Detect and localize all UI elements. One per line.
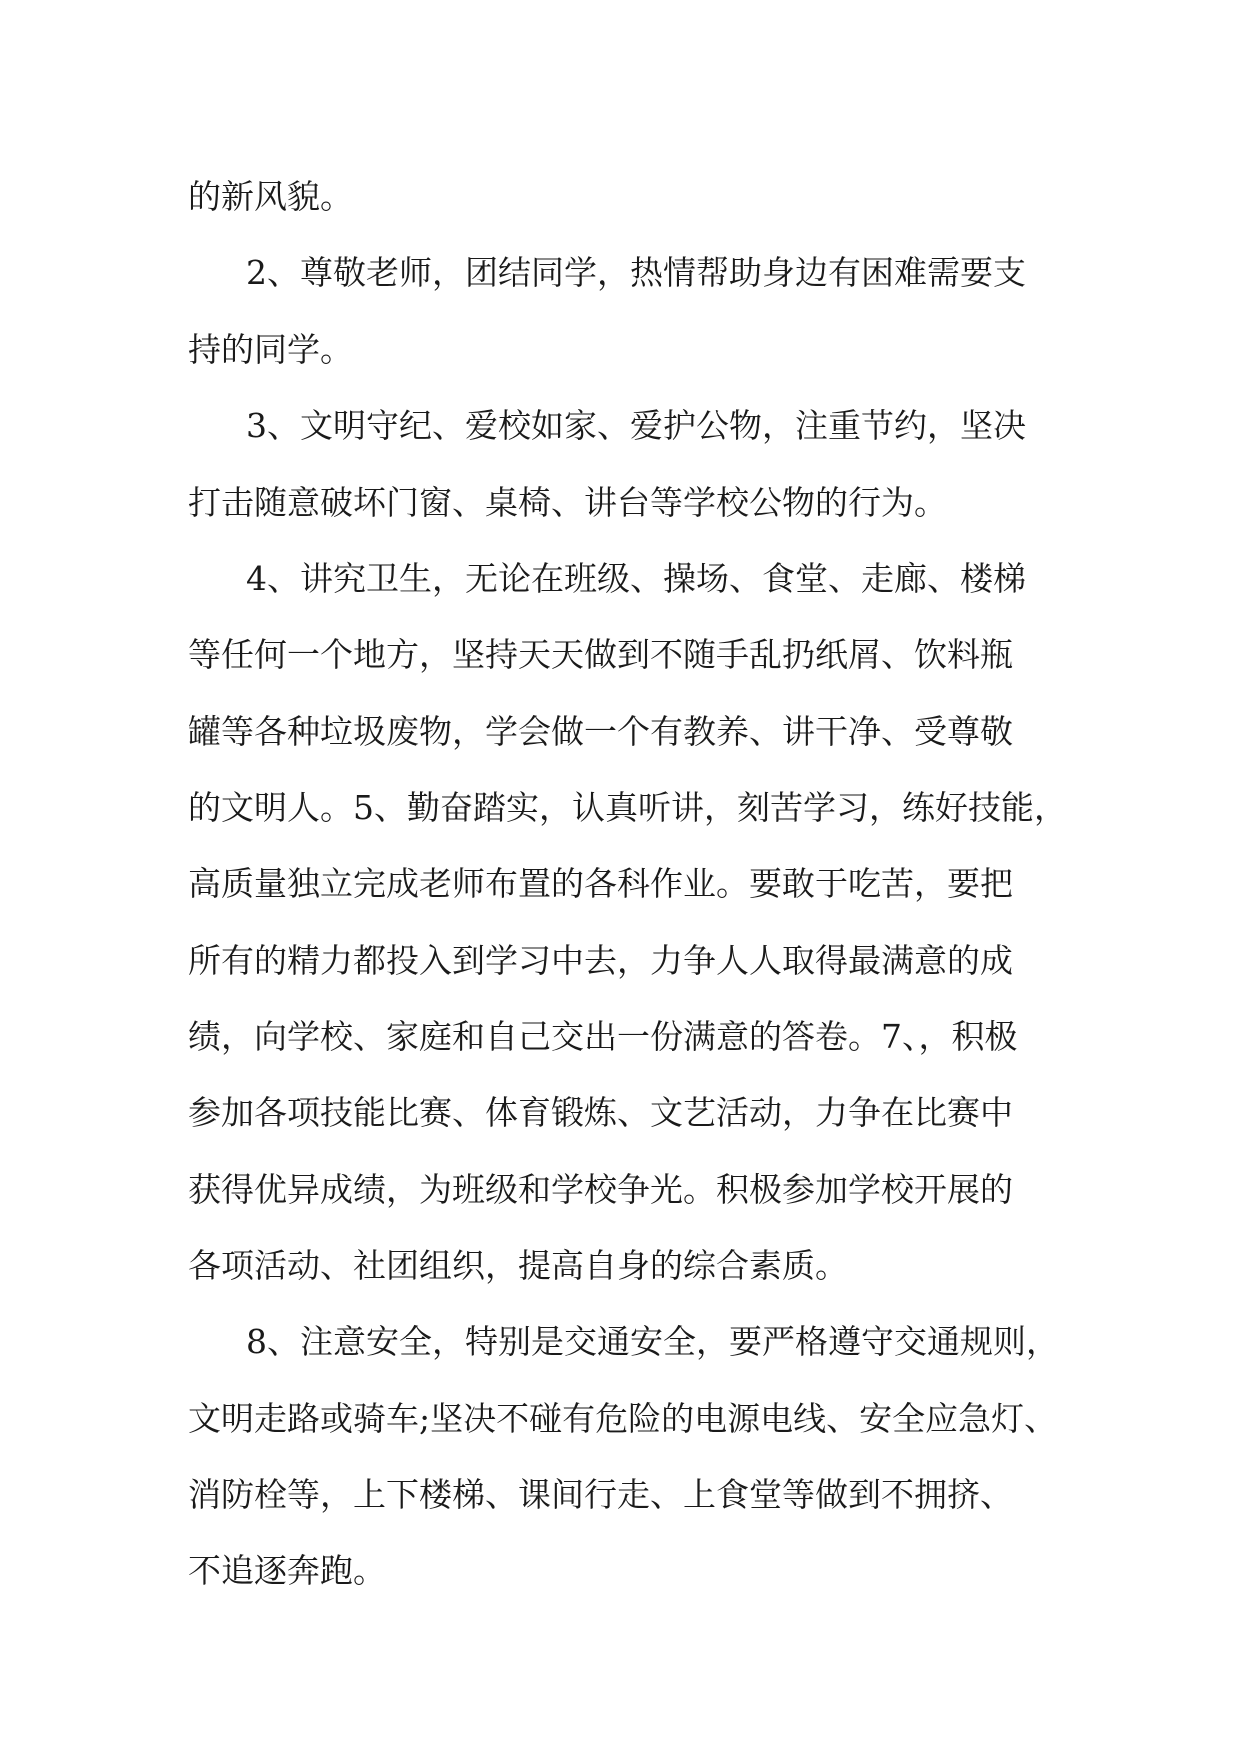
text-line: 持的同学。 [188, 330, 353, 369]
paragraph-4-start: 4、讲究卫生，无论在班级、操场、食堂、走廊、楼梯 [246, 559, 1026, 598]
text-line: 消防栓等，上下楼梯、课间行走、上食堂等做到不拥挤、 [188, 1475, 1013, 1514]
text-line: 等任何一个地方，坚持天天做到不随手乱扔纸屑、饮料瓶 [188, 635, 1013, 674]
text-line: 参加各项技能比赛、体育锻炼、文艺活动，力争在比赛中 [188, 1093, 1013, 1132]
text-line: 的新风貌。 [188, 177, 353, 216]
text-line: 所有的精力都投入到学习中去，力争人人取得最满意的成 [188, 941, 1013, 980]
text-line: 打击随意破坏门窗、桌椅、讲台等学校公物的行为。 [188, 483, 947, 522]
paragraph-2-start: 2、尊敬老师，团结同学，热情帮助身边有困难需要支 [246, 253, 1026, 292]
text-line: 各项活动、社团组织，提高自身的综合素质。 [188, 1246, 848, 1285]
text-line: 文明走路或骑车;坚决不碰有危险的电源电线、安全应急灯、 [188, 1399, 1058, 1438]
text-line: 获得优异成绩，为班级和学校争光。积极参加学校开展的 [188, 1170, 1013, 1209]
text-line: 的文明人。5、勤奋踏实，认真听讲，刻苦学习，练好技能， [188, 788, 1067, 827]
paragraph-8-start: 8、注意安全，特别是交通安全，要严格遵守交通规则， [246, 1322, 1059, 1361]
text-line: 罐等各种垃圾废物，学会做一个有教养、讲干净、受尊敬 [188, 712, 1013, 751]
paragraph-3-start: 3、文明守纪、爱校如家、爱护公物，注重节约，坚决 [246, 406, 1026, 445]
text-line: 高质量独立完成老师布置的各科作业。要敢于吃苦，要把 [188, 864, 1013, 903]
text-line: 绩，向学校、家庭和自己交出一份满意的答卷。7、，积极 [188, 1017, 1018, 1056]
text-line: 不追逐奔跑。 [188, 1551, 386, 1590]
